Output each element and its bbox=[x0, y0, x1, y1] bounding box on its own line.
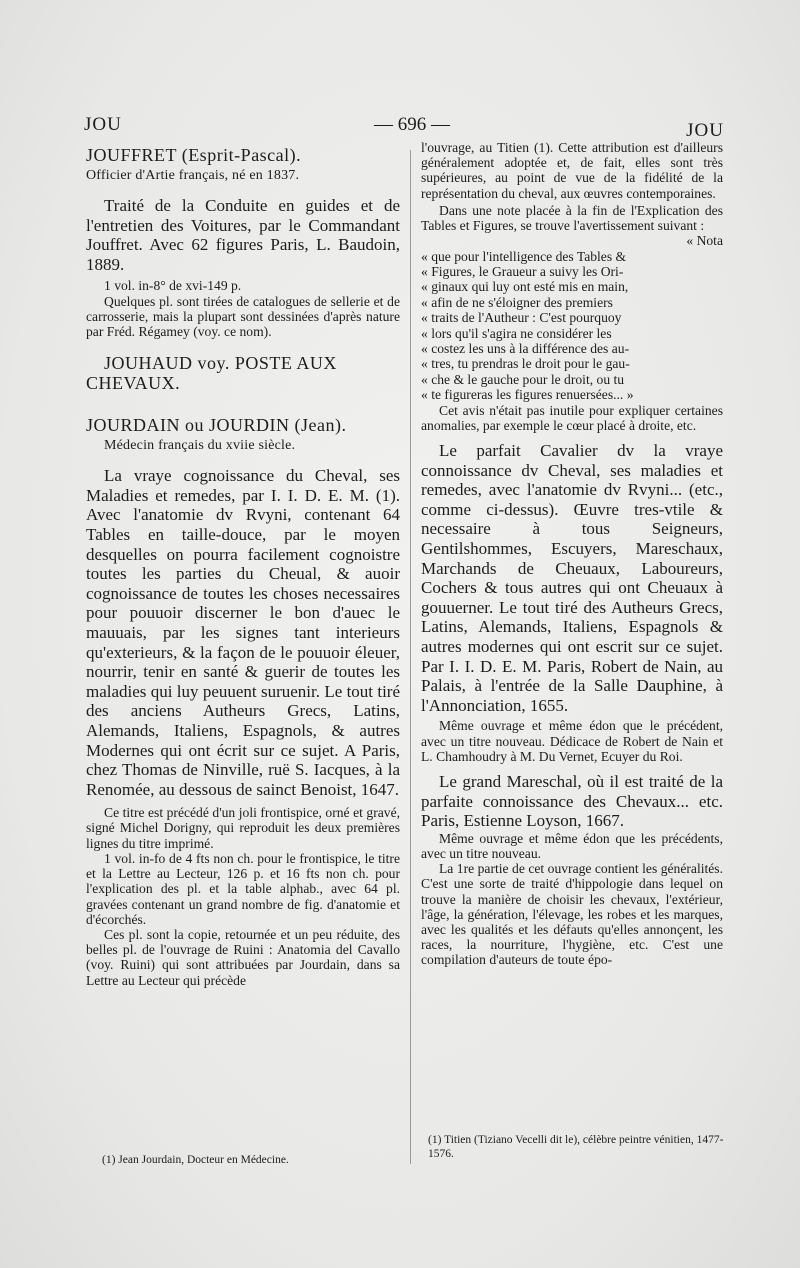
continuation-text: l'ouvrage, au Titien (1). Cette attribution est d'ailleurs généralement adoptée et, de fait, elles sont très supérieures, au point de vue de la fidélité de la représentation du cheval, aux œuvres contemporaines. bbox=[421, 140, 723, 201]
right-column bbox=[421, 140, 723, 968]
avis-note: Cet avis n'était pas inutile pour expliquer certaines anomalies, par exemple le cœur placé à droite, etc. bbox=[421, 402, 723, 433]
footnote-left: (1) Jean Jourdain, Docteur en Médecine. bbox=[102, 1154, 289, 1166]
entry-parfait-cavalier: Le parfait Cavalier dv la vraye connoissance dv Cheval, ses maladies et remedes, avec l'anatomie dv Rvyni... (etc., comme ci-dessus). Œuvre tres-vtile & necessaire à tous Seigneurs, Gentilshommes, Escuyers, Mareschaux, Marchands de Cheuaux, Laboureurs, Cochers & tous autres qui ont Cheuaux à gouuerner. Le tout tiré des Autheurs Grecs, Latins, Alemands, Italiens, Espagnols & autres modernes qui ont escrit sur ce sujet. Par I. I. D. E. M. Paris, Robert de Nain, au Palais, à l'entrée de la Salle Dauphine, à l'Annonciation, 1655. bbox=[421, 441, 723, 715]
quote-line: « Nota bbox=[686, 233, 723, 249]
volume-note-jouffret: 1 vol. in-8° de xvi-149 p. bbox=[104, 278, 242, 294]
entry-subtitle-jourdain: Médecin français du xviie siècle. bbox=[104, 438, 296, 454]
plates-copy-note: Ces pl. sont la copie, retournée et un peu réduite, des belles pl. de l'ouvrage de Ruini : Anatomia del Cavallo (voy. Ruini) qui sont attribuées par Jourdain, dans sa Lettre au Lecteur qui précède bbox=[86, 926, 400, 988]
entry-title-jourdain: JOURDAIN ou JOURDIN (Jean). bbox=[86, 415, 347, 436]
entry-jouhaud: JOUHAUD voy. POSTE AUX CHEVAUX. bbox=[86, 353, 337, 394]
left-column bbox=[86, 143, 400, 988]
quote-line: « che & le gauche pour le droit, ou tu bbox=[421, 371, 625, 387]
plates-note-jouffret: Quelques pl. sont tirées de catalogues de sellerie et de carrosserie, mais la plupart sont dessinées d'après nature par Fréd. Régamey (voy. ce nom). bbox=[86, 293, 400, 339]
quote-line: « ginaux qui luy ont esté mis en main, bbox=[421, 279, 629, 295]
quote-line: « traits de l'Autheur : C'est pourquoy bbox=[421, 310, 622, 326]
quote-line: « te figureras les figures renuersées... » bbox=[421, 387, 634, 403]
quote-line: « costez les uns à la différence des au- bbox=[421, 341, 630, 357]
quote-line: « que pour l'intelligence des Tables & bbox=[421, 248, 627, 264]
volume-note-jourdain: 1 vol. in-fo de 4 fts non ch. pour le frontispice, le titre et la Lettre au Lecteur, 126 p. et 16 fts non ch. pour l'explication des pl. et la table alphab., avec 64 pl. gravées contenant un grand nombre de fig. d'anatomie et d'écorchés. bbox=[86, 850, 400, 927]
footnote-right: (1) Titien (Tiziano Vecelli dit le), célèbre peintre vénitien, 1477-1576. bbox=[428, 1134, 724, 1160]
note-intro: Dans une note placée à la fin de l'Explication des Tables et Figures, se trouve l'avertissement suivant : bbox=[421, 202, 723, 234]
entry-body-jourdain: La vraye cognoissance du Cheval, ses Maladies et remedes, par I. I. D. E. M. (1). Avec l'anatomie dv Rvyni, contenant 64 Tables en taille-douce, par le moyen desquelles on pourra facilement cognoistre toutes les parties du Cheual, & auoir cognoissance de toutes les choses necessaires pour pouuoir discerner le bon d'auec le mauuais, par les signes tant interieurs qu'exterieurs, & la façon de le pouuoir éleuer, nourrir, tenir en santé & guerir de toutes les maladies qui luy peuuent suruenir. Le tout tiré des anciens Autheurs Grecs, Latins, Alemands, Italiens, Espagnols, & autres Modernes qui ont écrit sur ce sujet. A Paris, chez Thomas de Ninville, ruë S. Iacques, à la Renomée, au dessous de sainct Benoist, 1647. bbox=[86, 466, 400, 799]
quote-line: « afin de ne s'éloigner des premiers bbox=[421, 294, 613, 310]
entry-subtitle-jouffret: Officier d'Artie français, né en 1837. bbox=[86, 168, 300, 183]
page-number: — 696 — bbox=[374, 114, 450, 135]
same-work-note-1: Même ouvrage et même édon que le précédent, avec un titre nouveau. Dédicace de Robert de Nain et L. Chamhoudry à M. Du Vernet, Ecuyer du Roi. bbox=[421, 718, 723, 764]
column-divider bbox=[410, 150, 411, 1164]
quote-line: « tres, tu prendras le droit pour le gau- bbox=[421, 356, 630, 372]
entry-body-jouffret: Traité de la Conduite en guides et de l'entretien des Voitures, par le Commandant Jouffret. Avec 62 figures Paris, L. Baudoin, 1889. bbox=[86, 196, 400, 274]
quote-line: « lors qu'il s'agira ne considérer les bbox=[421, 325, 612, 341]
frontispice-note: Ce titre est précédé d'un joli frontispice, orné et gravé, signé Michel Dorigny, qui reproduit les deux premières lignes du titre imprimé. bbox=[86, 805, 400, 851]
quote-line: « Figures, le Graueur a suivy les Ori- bbox=[421, 264, 624, 280]
header-right: JOU bbox=[686, 120, 724, 141]
entry-title-jouffret: JOUFFRET (Esprit-Pascal). bbox=[86, 145, 302, 165]
quoted-warning bbox=[421, 233, 723, 402]
header-left: JOU bbox=[84, 114, 122, 135]
first-part-note: La 1re partie de cet ouvrage contient les généralités. C'est une sorte de traité d'hippologie dans lequel on trouve la manière de choisir les chevaux, l'extérieur, l'âge, la génération, l'élevage, les robes et les marques, avec les qualités et les défauts qu'elles annonçent, les races, la nourriture, l'hygiène, etc. C'est une compilation d'auteurs de toute épo- bbox=[421, 861, 723, 968]
entry-grand-mareschal: Le grand Mareschal, où il est traité de la parfaite connoissance des Chevaux... etc. Paris, Estienne Loyson, 1667. bbox=[421, 772, 723, 831]
same-work-note-2: Même ouvrage et même édon que les précédents, avec un titre nouveau. bbox=[421, 830, 723, 861]
